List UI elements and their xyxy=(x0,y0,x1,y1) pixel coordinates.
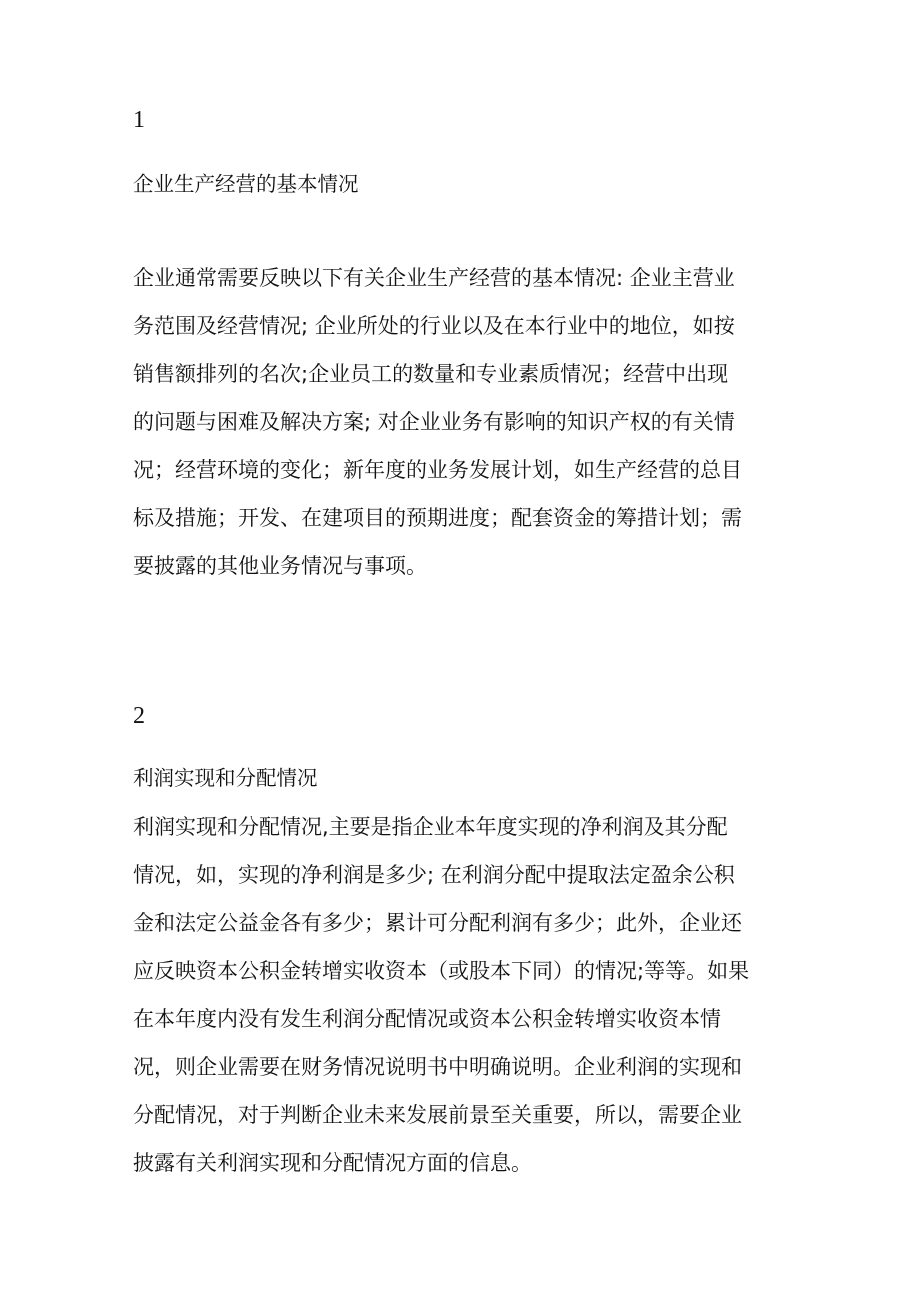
paragraph-line: 在本年度内没有发生利润分配情况或资本公积金转增实收资本情 xyxy=(133,1007,721,1031)
paragraph-line: 况；经营环境的变化；新年度的业务发展计划，如生产经营的总目 xyxy=(133,458,742,482)
paragraph-line: 情况，如，实现的净利润是多少; 在利润分配中提取法定盈余公积 xyxy=(133,863,735,887)
section-number: 2 xyxy=(133,703,145,729)
paragraph-line: 销售额排列的名次;企业员工的数量和专业素质情况；经营中出现 xyxy=(133,362,729,386)
section-heading: 利润实现和分配情况 xyxy=(133,766,318,790)
section-body xyxy=(133,266,798,602)
paragraph-line: 标及措施；开发、在建项目的预期进度；配套资金的筹措计划；需 xyxy=(133,506,742,530)
paragraph-line: 况，则企业需要在财务情况说明书中明确说明。企业利润的实现和 xyxy=(133,1055,742,1079)
paragraph-line: 务范围及经营情况; 企业所处的行业以及在本行业中的地位，如按 xyxy=(133,314,735,338)
section-heading: 企业生产经营的基本情况 xyxy=(133,172,359,196)
paragraph-line: 金和法定公益金各有多少；累计可分配利润有多少；此外，企业还 xyxy=(133,911,742,935)
section-body xyxy=(133,815,798,1199)
paragraph-line: 应反映资本公积金转增实收资本（或股本下同）的情况;等等。如果 xyxy=(133,959,750,983)
paragraph-line: 分配情况，对于判断企业未来发展前景至关重要，所以，需要企业 xyxy=(133,1103,742,1127)
paragraph-line: 要披露的其他业务情况与事项。 xyxy=(133,554,427,578)
paragraph-line: 利润实现和分配情况,主要是指企业本年度实现的净利润及其分配 xyxy=(133,815,728,839)
paragraph-line: 披露有关利润实现和分配情况方面的信息。 xyxy=(133,1151,532,1175)
section-number: 1 xyxy=(133,107,145,133)
paragraph-line: 企业通常需要反映以下有关企业生产经营的基本情况: 企业主营业 xyxy=(133,266,735,290)
paragraph-line: 的问题与困难及解决方案; 对企业业务有影响的知识产权的有关情 xyxy=(133,410,735,434)
